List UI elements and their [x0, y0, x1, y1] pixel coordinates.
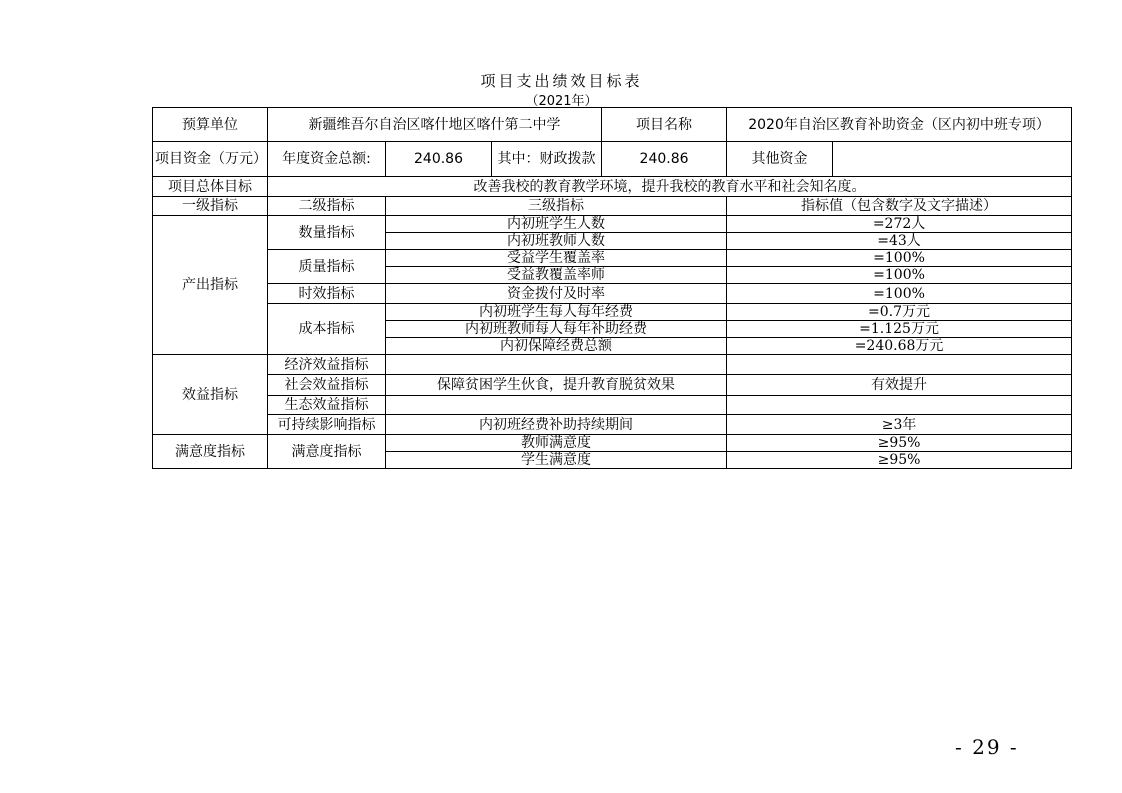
- table-row: [153, 415, 1072, 435]
- table-row: [153, 304, 1072, 321]
- indicator-value: =272人: [727, 216, 1072, 233]
- indicator-value: =100%: [727, 250, 1072, 267]
- table-row: [153, 375, 1072, 396]
- table-row: [153, 284, 1072, 304]
- project-name-value: 2020年自治区教育补助资金（区内初中班专项）: [727, 108, 1072, 142]
- header-row-goal: [153, 177, 1072, 197]
- table-row: [153, 250, 1072, 267]
- other-fund-label: 其他资金: [727, 142, 833, 177]
- indicator-name: 保障贫困学生伙食，提升教育脱贫效果: [386, 375, 727, 396]
- indicator-value: 有效提升: [727, 375, 1072, 396]
- col-level1: 一级指标: [153, 197, 268, 216]
- output-indicator-label: 产出指标: [153, 216, 268, 355]
- indicator-name: 内初班经费补助持续期间: [386, 415, 727, 435]
- indicator-value: [727, 355, 1072, 375]
- budget-unit-label: 预算单位: [153, 108, 268, 142]
- header-row-unit: [153, 108, 1072, 142]
- indicator-value: ≥3年: [727, 415, 1072, 435]
- indicator-name: 内初班教师每人每年补助经费: [386, 321, 727, 338]
- table-row: [153, 355, 1072, 375]
- page-number: - 29 -: [955, 735, 1019, 759]
- indicator-value: =100%: [727, 284, 1072, 304]
- indicator-value: =43人: [727, 233, 1072, 250]
- fiscal-label: 其中：财政拨款: [492, 142, 602, 177]
- col-level2: 二级指标: [268, 197, 386, 216]
- ecological-benefit-label: 生态效益指标: [268, 396, 386, 415]
- indicator-name: 资金拨付及时率: [386, 284, 727, 304]
- table-row: [153, 216, 1072, 233]
- indicator-name: 教师满意度: [386, 435, 727, 452]
- annual-total-label: 年度资金总额:: [268, 142, 386, 177]
- indicator-value: =0.7万元: [727, 304, 1072, 321]
- indicator-value: ≥95%: [727, 452, 1072, 469]
- indicator-name: 内初班教师人数: [386, 233, 727, 250]
- quantity-indicator-label: 数量指标: [268, 216, 386, 250]
- satisfaction-indicator-label: 满意度指标: [153, 435, 268, 469]
- column-header-row: [153, 197, 1072, 216]
- indicator-value: =1.125万元: [727, 321, 1072, 338]
- table-row: [153, 435, 1072, 452]
- timeliness-indicator-label: 时效指标: [268, 284, 386, 304]
- performance-table: [152, 107, 1072, 469]
- indicator-value: =240.68万元: [727, 338, 1072, 355]
- indicator-name: 学生满意度: [386, 452, 727, 469]
- satisfaction-sub-label: 满意度指标: [268, 435, 386, 469]
- indicator-name: [386, 396, 727, 415]
- project-fund-label: 项目资金（万元）: [153, 142, 268, 177]
- overall-goal-value: 改善我校的教育教学环境，提升我校的教育水平和社会知名度。: [268, 177, 1072, 197]
- annual-total-value: 240.86: [386, 142, 492, 177]
- indicator-name: [386, 355, 727, 375]
- indicator-value: [727, 396, 1072, 415]
- cost-indicator-label: 成本指标: [268, 304, 386, 355]
- fiscal-value: 240.86: [602, 142, 727, 177]
- indicator-name: 内初班学生每人每年经费: [386, 304, 727, 321]
- header-row-fund: [153, 142, 1072, 177]
- project-name-label: 项目名称: [602, 108, 727, 142]
- budget-unit-value: 新疆维吾尔自治区喀什地区喀什第二中学: [268, 108, 602, 142]
- col-level3: 三级指标: [386, 197, 727, 216]
- indicator-value: =100%: [727, 267, 1072, 284]
- indicator-name: 受益教覆盖率师: [386, 267, 727, 284]
- benefit-indicator-label: 效益指标: [153, 355, 268, 435]
- other-fund-value: [833, 142, 1072, 177]
- social-benefit-label: 社会效益指标: [268, 375, 386, 396]
- overall-goal-label: 项目总体目标: [153, 177, 268, 197]
- indicator-value: ≥95%: [727, 435, 1072, 452]
- table-year: （2021年）: [525, 94, 598, 109]
- indicator-name: 内初保障经费总额: [386, 338, 727, 355]
- sustainable-impact-label: 可持续影响指标: [268, 415, 386, 435]
- quality-indicator-label: 质量指标: [268, 250, 386, 284]
- economic-benefit-label: 经济效益指标: [268, 355, 386, 375]
- indicator-name: 内初班学生人数: [386, 216, 727, 233]
- table-title: 项目支出绩效目标表: [480, 72, 643, 90]
- table-row: [153, 396, 1072, 415]
- indicator-name: 受益学生覆盖率: [386, 250, 727, 267]
- col-value: 指标值（包含数字及文字描述）: [727, 197, 1072, 216]
